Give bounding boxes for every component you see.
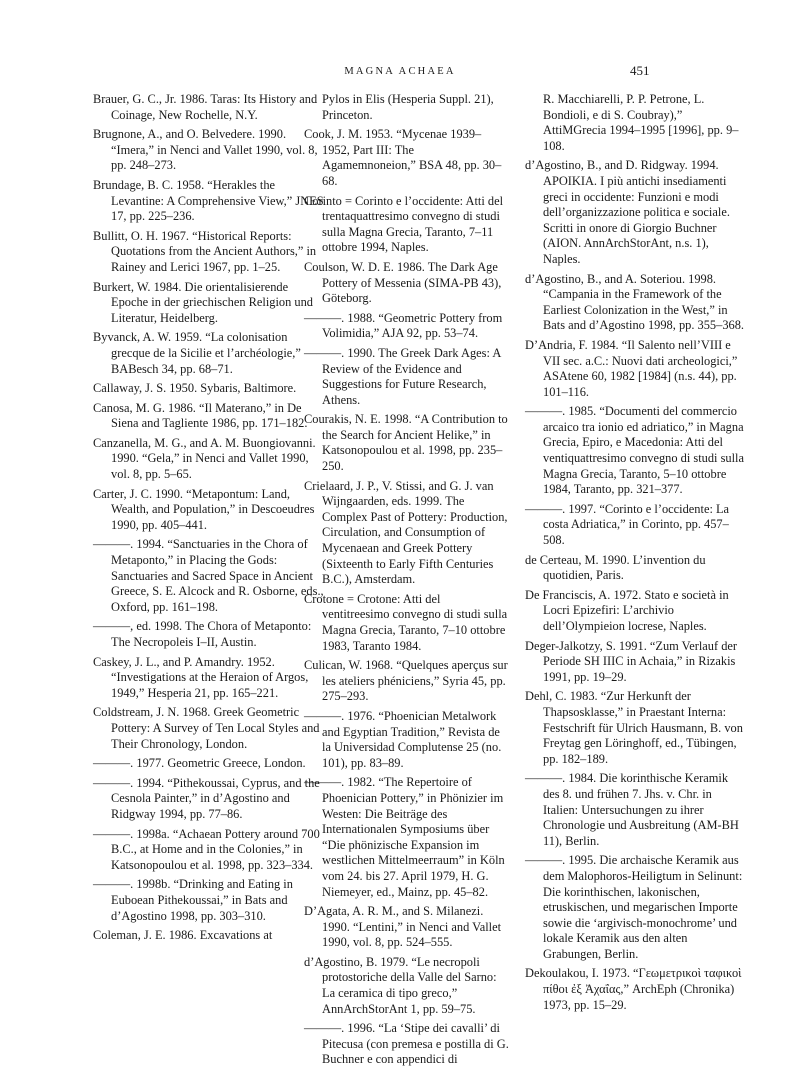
bibliography-entry: ———. 1997. “Corinto e l’occidente: La costa Adriatica,” in Corinto, pp. 457–508. — [525, 501, 730, 548]
bibliography-entry: d’Agostino, B., and D. Ridgway. 1994. APOIKIA. I più antichi insediamenti greci in occidente: Funzioni e modi dell’organizzazione politica e sociale. Scritti in onore di Giorgio Buchner (AION. AnnArchStorAnt, n.s. 1), Naples. — [525, 158, 730, 266]
bibliography-entry: de Certeau, M. 1990. L’invention du quotidien, Paris. — [525, 552, 706, 583]
bibliography-entry: Dekoulakou, I. 1973. “Γεωμετρικοὶ ταφικοὶ πίθοι ἐξ Ἀχαΐας,” ArchEph (Chronika) 1973, pp. 15–29. — [525, 966, 742, 1012]
bibliography-entry: Courakis, N. E. 1998. “A Contribution to the Search for Ancient Helike,” in Katsonopoulou et al. 1998, pp. 235–250. — [304, 412, 508, 474]
bibliography-entry: Callaway, J. S. 1950. Sybaris, Baltimore. — [93, 381, 297, 396]
bibliography-entry: ———. 1976. “Phoenician Metalwork and Egyptian Tradition,” Revista de la Universidad Complutense 25 (no. 101), pp. 83–89. — [304, 708, 502, 770]
bibliography-entry: ———. 1998a. “Achaean Pottery around 700 B.C., at Home and in the Colonies,” in Katsonopoulou et al. 1998, pp. 323–334. — [93, 826, 320, 872]
bibliography-entry: Coulson, W. D. E. 1986. The Dark Age Pottery of Messenia (SIMA-PB 43), Göteborg. — [304, 259, 502, 306]
bibliography-entry: Corinto = Corinto e l’occidente: Atti del trentaquattresimo convegno di studi sulla Magna Grecia, Taranto, 7–11 ottobre 1994, Naples. — [304, 193, 504, 255]
bibliography-entry: Culican, W. 1968. “Quelques aperçus sur les ateliers phéniciens,” Syria 45, pp. 275–293. — [304, 658, 508, 704]
bibliography-entry: ———. 1982. “The Repertoire of Phoenician Pottery,” in Phönizier im Westen: Die Beiträge des Internationalen Symposiums über “Die phönizische Expansion im westlichen Mittelmeerraum” in Köln vom 24. bis 27. April 1979, H. G. Niemeyer, ed., Mainz, pp. 45–82. — [304, 775, 505, 899]
bibliography-entry: R. Macchiarelli, P. P. Petrone, L. Bondioli, e di S. Coubray),” AttiMGrecia 1994–1995 [1996], pp. 9–108. — [543, 92, 739, 153]
bibliography-column-3 — [525, 92, 745, 1017]
bibliography-entry: Caskey, J. L., and P. Amandry. 1952. “Investigations at the Heraion of Argos, 1949,” Hesperia 21, pp. 165–221. — [93, 654, 309, 700]
bibliography-entry: ———. 1995. Die archaische Keramik aus dem Malophoros-Heiligtum in Selinunt: Die korinthischen, lakonischen, etruskischen, und megarischen Importe sowie die ‘argivisch-monochrome’ und lokale Keramik aus den alten Grabungen, Berlin. — [525, 853, 743, 961]
bibliography-entry: Deger-Jalkotzy, S. 1991. “Zum Verlauf der Periode SH IIIC in Achaia,” in Rizakis 1991, pp. 19–29. — [525, 638, 738, 684]
bibliography-entry: Carter, J. C. 1990. “Metapontum: Land, Wealth, and Population,” in Descoeudres 1990, pp. 405–441. — [93, 486, 315, 532]
bibliography-entry: D’Agata, A. R. M., and S. Milanezi. 1990. “Lentini,” in Nenci and Vallet 1990, vol. 8, pp. 524–555. — [304, 904, 502, 950]
bibliography-entry: ———. 1984. Die korinthische Keramik des 8. und frühen 7. Jhs. v. Chr. in Italien: Untersuchungen zu ihrer Chronologie und Ausbreitung (AM-BH 11), Berlin. — [525, 771, 739, 848]
bibliography-entry: Pylos in Elis (Hesperia Suppl. 21), Princeton. — [322, 92, 494, 122]
bibliography-entry: Coldstream, J. N. 1968. Greek Geometric Pottery: A Survey of Ten Local Styles and Their Chronology, London. — [93, 705, 320, 751]
bibliography-entry: Brundage, B. C. 1958. “Herakles the Levantine: A Comprehensive View,” JNES 17, pp. 225–236. — [93, 177, 324, 224]
bibliography-entry: Canosa, M. G. 1986. “Il Materano,” in De Siena and Tagliente 1986, pp. 171–182. — [93, 400, 308, 431]
bibliography-entry: Burkert, W. 1984. Die orientalisierende Epoche in der griechischen Religion und Literatur, Heidelberg. — [93, 279, 313, 325]
bibliography-entry: ———, ed. 1998. The Chora of Metaponto: The Necropoleis I–II, Austin. — [93, 619, 312, 649]
bibliography-entry: Crielaard, J. P., V. Stissi, and G. J. van Wijngaarden, eds. 1999. The Complex Past of Pottery: Production, Circulation, and Consumption of Mycenaean and Greek Pottery (Sixteenth to Early Fifth Centuries B.C.), Amsterdam. — [304, 478, 508, 587]
bibliography-entry: Canzanella, M. G., and A. M. Buongiovanni. 1990. “Gela,” in Nenci and Vallet 1990, vol. 8, pp. 5–65. — [93, 435, 316, 482]
bibliography-entry: d’Agostino, B. 1979. “Le necropoli protostoriche della Valle del Sarno: La ceramica di tipo greco,” AnnArchStorAnt 1, pp. 59–75. — [304, 954, 497, 1016]
bibliography-entry: Brauer, G. C., Jr. 1986. Taras: Its History and Coinage, New Rochelle, N.Y. — [93, 92, 318, 122]
bibliography-entry: Byvanck, A. W. 1959. “La colonisation grecque de la Sicilie et l’archéologie,” BABesch 34, pp. 68–71. — [93, 330, 301, 376]
bibliography-entry: Cook, J. M. 1953. “Mycenae 1939–1952, Part III: The Agamemnoneion,” BSA 48, pp. 30–68. — [304, 127, 502, 188]
bibliography-entry: ———. 1977. Geometric Greece, London. — [93, 756, 306, 771]
bibliography-entry: ———. 1990. The Greek Dark Ages: A Review of the Evidence and Suggestions for Future Research, Athens. — [304, 345, 501, 407]
bibliography-entry: ———. 1998b. “Drinking and Eating in Euboean Pithekoussai,” in Bats and d’Agostino 1998, pp. 303–310. — [93, 877, 293, 923]
bibliography-entry: De Franciscis, A. 1972. Stato e società in Locri Epizefiri: L’archivio dell’Olympieion locrese, Naples. — [525, 587, 729, 633]
bibliography-entry: d’Agostino, B., and A. Soteriou. 1998. “Campania in the Framework of the Earliest Colonization in the West,” in Bats and d’Agostino 1998, pp. 355–368. — [525, 271, 744, 333]
bibliography-entry: ———. 1996. “La ‘Stipe dei cavalli’ di Pitecusa (con premesa e postilla di G. Buchner e con appendici di — [304, 1021, 509, 1067]
bibliography-entry: D’Andria, F. 1984. “Il Salento nell’VIII e VII sec. a.C.: Nuovi dati archeologici,” ASAtene 60, 1982 [1984] (n.s. 44), pp. 101–116. — [525, 337, 738, 399]
bibliography-entry: ———. 1994. “Sanctuaries in the Chora of Metaponto,” in Placing the Gods: Sanctuaries and Sacred Space in Ancient Greece, S. E. Alcock and R. Osborne, eds., Oxford, pp. 161–198. — [93, 537, 324, 614]
bibliography-entry: ———. 1985. “Documenti del commercio arcaico tra ionio ed adriatico,” in Magna Grecia, Epiro, e Macedonia: Atti del ventiquattresimo convegno di studi sulla Magna Grecia, Taranto, 5–10 ottobre 1984, Taranto, pp. 321–377. — [525, 404, 744, 497]
bibliography-column-1 — [93, 92, 325, 948]
bibliography-entry: Brugnone, A., and O. Belvedere. 1990. “Imera,” in Nenci and Vallet 1990, vol. 8, pp. 248–273. — [93, 127, 318, 173]
bibliography-entry: ———. 1988. “Geometric Pottery from Volimidia,” AJA 92, pp. 53–74. — [304, 310, 503, 341]
bibliography-entry: ———. 1994. “Pithekoussai, Cyprus, and the Cesnola Painter,” in d’Agostino and Ridgway 1994, pp. 77–86. — [93, 775, 320, 821]
bibliography-column-2 — [304, 92, 509, 1072]
running-head: MAGNA ACHAEA — [344, 66, 456, 77]
bibliography-entry: Crotone = Crotone: Atti del ventitreesimo convegno di studi sulla Magna Grecia, Taranto, 7–10 ottobre 1983, Taranto 1984. — [304, 591, 508, 653]
page-number: 451 — [630, 63, 650, 78]
bibliography-entry: Dehl, C. 1983. “Zur Herkunft der Thapsosklasse,” in Praestant Interna: Festschrift für Ulrich Hausmann, B. von Freytag gen Löringhoff, ed., Tübingen, pp. 182–189. — [525, 689, 743, 766]
bibliography-entry: Coleman, J. E. 1986. Excavations at — [93, 928, 273, 943]
bibliography-entry: Bullitt, O. H. 1967. “Historical Reports: Quotations from the Ancient Authors,” in Rainey and Lerici 1967, pp. 1–25. — [93, 228, 317, 274]
